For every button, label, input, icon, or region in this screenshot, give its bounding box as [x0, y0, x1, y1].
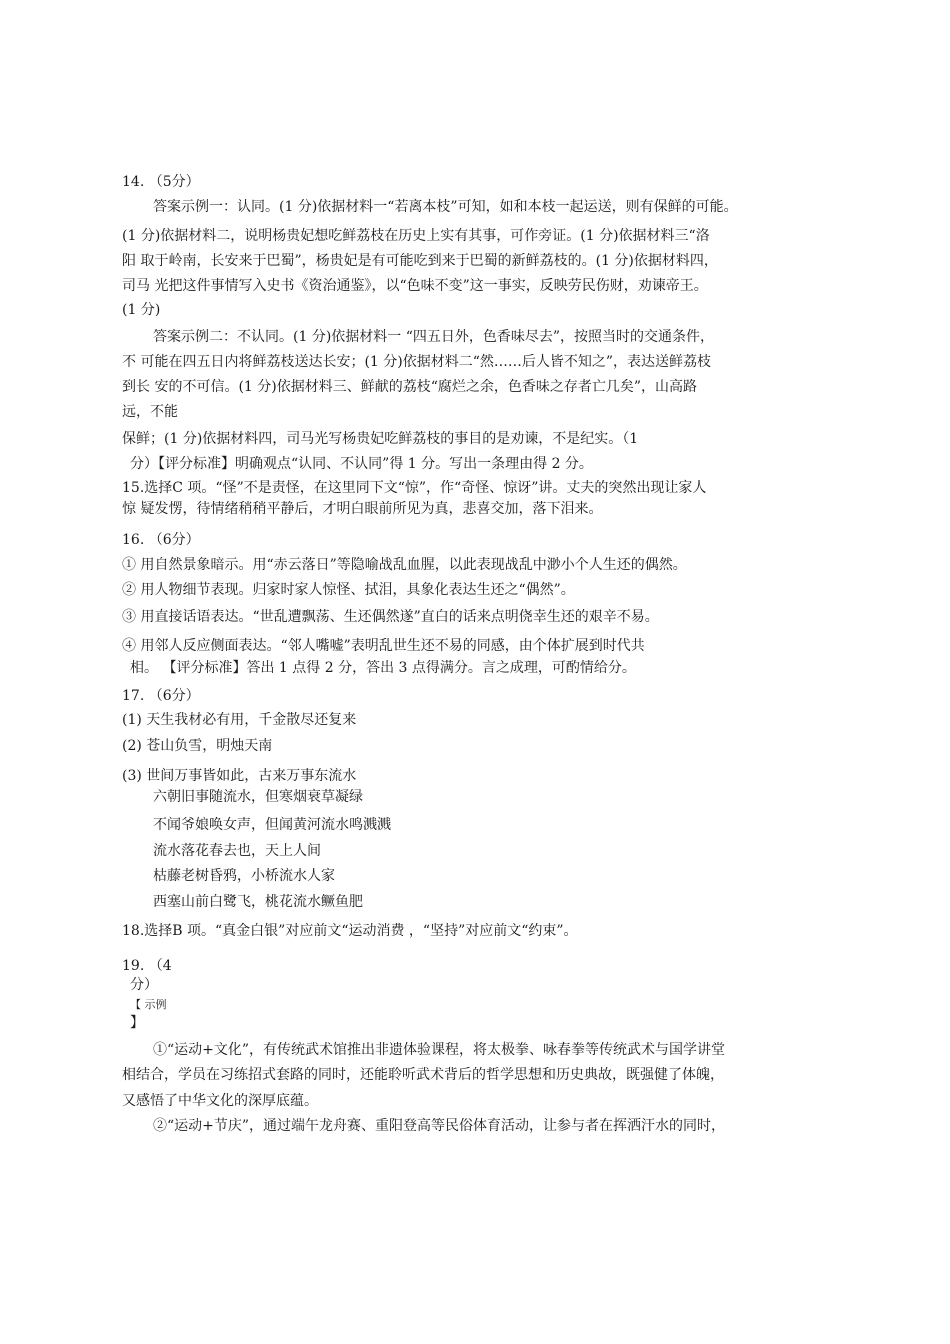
- q16-line-4: ④ 用邻人反应侧面表达。“邻人嘴嘘”表明乱世生还不易的同感，由个体扩展到时代共: [122, 638, 645, 654]
- q18-line-1: 18.选择B 项。“真金白银”对应前文“运动消费 ，“坚持”对应前文“约束”。: [122, 923, 578, 939]
- q14-line-9: 远，不能: [122, 404, 178, 420]
- q14-line-2: (1 分)依据材料二，说明杨贵妃想吃鲜荔枝在历史上实有其事，可作旁证。(1 分)依据材料三“洛: [122, 228, 710, 244]
- q19-line-3: 又感悟了中华文化的深厚底蕴。: [122, 1093, 318, 1109]
- q14-line-3: 阳 取于岭南，长安来于巴蜀”，杨贵妃是有可能吃到来于巴蜀的新鲜荔枝的。(1 分)依据材料四，: [122, 253, 718, 269]
- q17-line-1: (1) 天生我材必有用，千金散尽还复来: [122, 712, 357, 728]
- q14-line-7: 不 可能在四五日内将鲜荔枝送达长安；(1 分)依据材料二“然……后人皆不知之”，表达送鲜荔枝: [122, 354, 712, 370]
- q17-heading: 17. （6分）: [122, 688, 200, 704]
- q17-line-2: (2) 苍山负雪，明烛天南: [122, 738, 273, 754]
- q14-line-11: 分）【评分标准】明确观点“认同、不认同”得 1 分。写出一条理由得 2 分。: [130, 456, 593, 472]
- q16-line-3: ③ 用直接话语表达。“世乱遭飘荡、生还偶然遂”直白的话来点明侥幸生还的艰辛不易。: [122, 609, 659, 625]
- q15-line-2: 惊 疑发愣，待情绪稍稍平静后，才明白眼前所见为真，悲喜交加，落下泪来。: [122, 501, 603, 517]
- q17-line-8: 西塞山前白鹭飞，桃花流水鳜鱼肥: [153, 894, 363, 910]
- q17-line-7: 枯藤老树昏鸦，小桥流水人家: [153, 868, 335, 884]
- q16-line-2: ② 用人物细节表现。归家时家人惊怪、拭泪，具象化表达生还之“偶然”。: [122, 582, 575, 598]
- q19-example-label: 【 示例: [130, 998, 167, 1011]
- q14-line-10: 保鲜；(1 分)依据材料四，司马光写杨贵妃吃鲜荔枝的事目的是劝谏，不是纪实。（1: [122, 431, 639, 447]
- q14-line-1: 答案示例一：认同。(1 分)依据材料一“若离本枝”可知，如和本枝一起运送，则有保鲜的可能。: [153, 199, 738, 215]
- q17-line-5: 不闻爷娘唤女声，但闻黄河流水鸣溅溅: [153, 817, 391, 833]
- q17-line-6: 流水落花春去也，天上人间: [153, 843, 321, 859]
- q14-line-6: 答案示例二：不认同。(1 分)依据材料一 “四五日外，色香味尽去”，按照当时的交通条件，: [153, 329, 715, 345]
- q19-heading-1: 19. （4: [122, 958, 172, 974]
- q16-line-5: 相。 【评分标准】答出 1 点得 2 分，答出 3 点得满分。言之成理，可酌情给分。: [130, 660, 636, 676]
- q14-line-4: 司马 光把这件事情写入史书《资治通鉴》，以“色味不变”这一事实，反映劳民伤财，劝谏帝王。: [122, 278, 708, 294]
- q14-heading: 14. （5分）: [122, 174, 200, 190]
- q19-line-4: ②“运动+节庆”，通过端午龙舟赛、重阳登高等民俗体育活动，让参与者在挥洒汗水的同时，: [153, 1118, 726, 1134]
- q19-line-1: ①“运动+文化”，有传统武术馆推出非遗体验课程，将太极拳、咏春拳等传统武术与国学讲堂: [153, 1042, 726, 1058]
- q16-heading: 16. （6分）: [122, 532, 200, 548]
- q19-heading-2: 分）: [130, 977, 158, 993]
- q14-line-8: 到长 安的不可信。(1 分)依据材料三、鲜献的荔枝“腐烂之余，色香味之存者亡几矣”，山高路: [122, 379, 698, 395]
- q14-line-5: (1 分): [122, 302, 161, 318]
- q17-line-3: (3) 世间万事皆如此，古来万事东流水: [122, 768, 357, 784]
- q16-line-1: ① 用自然景象暗示。用“赤云落日”等隐喻战乱血腥，以此表现战乱中渺小个人生还的偶然。: [122, 557, 687, 573]
- q17-line-4: 六朝旧事随流水，但寒烟衰草凝绿: [153, 789, 363, 805]
- q15-line-1: 15.选择C 项。“怪”不是责怪，在这里同下文“惊”，作“奇怪、惊讶”讲。丈夫的突然出现让家人: [122, 480, 707, 496]
- q19-line-2: 相结合，学员在习练招式套路的同时，还能聆听武术背后的哲学思想和历史典故，既强健了体魄，: [122, 1067, 724, 1083]
- q19-example-bracket: 】: [130, 1015, 144, 1031]
